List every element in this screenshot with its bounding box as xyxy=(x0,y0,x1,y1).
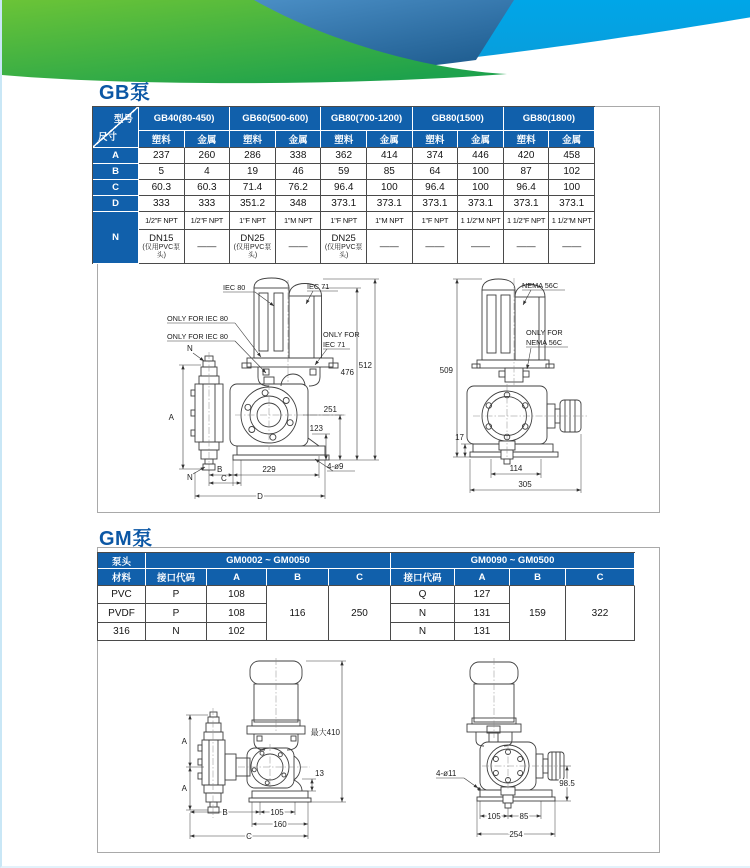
gb-group-header: GB80(700-1200) xyxy=(321,107,412,131)
gm-group-header: GM0090 ~ GM0500 xyxy=(391,553,635,569)
cell: 131 xyxy=(455,604,510,623)
merged-cell: 116 xyxy=(267,586,329,641)
dim-label-b: B xyxy=(217,465,223,474)
cell: 260 xyxy=(185,148,231,164)
gb-corner-cell xyxy=(93,107,139,148)
row-header: B xyxy=(93,164,139,180)
sub-header: 金属 xyxy=(458,131,504,148)
label-iec80: IEC 80 xyxy=(223,283,246,292)
cell: 1/2"F NPT xyxy=(139,212,185,230)
material-cell: PVDF xyxy=(98,604,146,623)
cell: 374 xyxy=(413,148,459,164)
row-header: A xyxy=(93,148,139,164)
cell: 373.1 xyxy=(413,196,459,212)
dim-label-max-height: 最大410 xyxy=(310,728,340,737)
cell: 333 xyxy=(139,196,185,212)
dim-label-d: D xyxy=(257,492,263,501)
cell: 1 1/2"M NPT xyxy=(458,212,504,230)
drawing-labels xyxy=(167,282,373,501)
cell: 1 1/2"M NPT xyxy=(549,212,595,230)
label-only-nema: ONLY FOR xyxy=(526,328,563,337)
label-only-nema: NEMA 56C xyxy=(526,338,563,347)
gm-corner-top: 泵头 xyxy=(98,553,146,569)
cell: 102 xyxy=(207,623,267,641)
cell: —— xyxy=(276,230,322,264)
cell: DN15 (仅用PVC泵头) xyxy=(139,230,185,264)
label-only-iec71: IEC 71 xyxy=(323,340,346,349)
dim-label-512: 512 xyxy=(358,361,372,370)
dim-label-229: 229 xyxy=(262,465,276,474)
merged-cell: 159 xyxy=(510,586,566,641)
cell: 19 xyxy=(230,164,276,180)
cell: —— xyxy=(185,230,231,264)
cell: 59 xyxy=(321,164,367,180)
row-header-n: N xyxy=(93,212,139,264)
cell: 373.1 xyxy=(549,196,595,212)
cell: N xyxy=(146,623,207,641)
dim-label-509: 509 xyxy=(439,366,453,375)
cell: N xyxy=(391,623,455,641)
cell: DN25 (仅用PVC泵头) xyxy=(321,230,367,264)
cell: 100 xyxy=(458,164,504,180)
cell: —— xyxy=(458,230,504,264)
gm-group-header: GM0002 ~ GM0050 xyxy=(146,553,391,569)
dim-label-251: 251 xyxy=(323,405,337,414)
cell: Q xyxy=(391,586,455,604)
col-header: C xyxy=(329,569,391,586)
gm-pump-drawing-front xyxy=(430,658,670,866)
dim-label-123: 123 xyxy=(309,424,323,433)
dim-label-476: 476 xyxy=(340,368,354,377)
sub-header: 金属 xyxy=(185,131,231,148)
dim-label-holes: 4-ø9 xyxy=(327,462,344,471)
dim-label-13: 13 xyxy=(315,769,324,778)
gb-dimensions-table xyxy=(92,106,595,264)
cell: DN25 (仅用PVC泵头) xyxy=(230,230,276,264)
label-n: N xyxy=(187,473,193,482)
row-header: D xyxy=(93,196,139,212)
sub-header: 金属 xyxy=(367,131,413,148)
gb-section-title: GB泵 xyxy=(99,82,151,104)
cell: 1"M NPT xyxy=(276,212,322,230)
cell: 100 xyxy=(458,180,504,196)
dim-label-160: 160 xyxy=(273,820,287,829)
cell: 373.1 xyxy=(458,196,504,212)
col-header: A xyxy=(455,569,510,586)
sub-header: 金属 xyxy=(276,131,322,148)
dimension-lines xyxy=(186,661,346,839)
cell: 131 xyxy=(455,623,510,641)
cell: 60.3 xyxy=(139,180,185,196)
cell: 458 xyxy=(549,148,595,164)
cell: 1"F NPT xyxy=(321,212,367,230)
cell: 286 xyxy=(230,148,276,164)
cell: 1"F NPT xyxy=(413,212,459,230)
cell: 5 xyxy=(139,164,185,180)
gm-dimensions-table xyxy=(97,552,635,641)
dim-label-105: 105 xyxy=(270,808,284,817)
dim-label-254: 254 xyxy=(509,830,523,839)
pump-outline xyxy=(191,278,338,470)
cell: 108 xyxy=(207,586,267,604)
dim-label-85: 85 xyxy=(519,812,529,821)
row-header: C xyxy=(93,180,139,196)
sub-header: 金属 xyxy=(549,131,595,148)
cell: 333 xyxy=(185,196,231,212)
col-header: B xyxy=(510,569,566,586)
col-header: A xyxy=(207,569,267,586)
cell: 338 xyxy=(276,148,322,164)
cell: 85 xyxy=(367,164,413,180)
label-only-iec80: ONLY FOR IEC 80 xyxy=(167,314,228,323)
cell: 108 xyxy=(207,604,267,623)
cell: 414 xyxy=(367,148,413,164)
cell: 1/2"F NPT xyxy=(185,212,231,230)
cell: 96.4 xyxy=(413,180,459,196)
gb-group-header: GB40(80-450) xyxy=(139,107,230,131)
cell: 1 1/2"F NPT xyxy=(504,212,550,230)
cell: 348 xyxy=(276,196,322,212)
label-iec71: IEC 71 xyxy=(307,282,330,291)
sub-header: 塑料 xyxy=(504,131,550,148)
cell: —— xyxy=(367,230,413,264)
dim-label-b: B xyxy=(222,808,228,817)
cell: 4 xyxy=(185,164,231,180)
centerlines xyxy=(213,658,310,818)
gm-section-title: GM泵 xyxy=(99,528,153,550)
gm-pump-drawing-side xyxy=(160,658,425,866)
sub-header: 塑料 xyxy=(413,131,459,148)
gb-group-header: GB60(500-600) xyxy=(230,107,321,131)
label-only-iec80: ONLY FOR IEC 80 xyxy=(167,332,228,341)
cell: —— xyxy=(504,230,550,264)
cell: 351.2 xyxy=(230,196,276,212)
merged-cell: 250 xyxy=(329,586,391,641)
col-header: C xyxy=(566,569,635,586)
corner-label-model: 型号 xyxy=(113,114,133,125)
cell: 102 xyxy=(549,164,595,180)
dim-label-holes: 4-ø11 xyxy=(436,769,457,778)
gb-pump-drawing-iec xyxy=(107,278,437,510)
gb-pump-drawing-nema xyxy=(427,278,662,510)
pump-outline xyxy=(198,661,311,813)
cell: 96.4 xyxy=(504,180,550,196)
cell: 1"F NPT xyxy=(230,212,276,230)
cell: 446 xyxy=(458,148,504,164)
cell: 127 xyxy=(455,586,510,604)
dim-label-985: 98.5 xyxy=(559,779,575,788)
gb-group-header: GB80(1500) xyxy=(413,107,504,131)
cell: 76.2 xyxy=(276,180,322,196)
corner-label-size: 尺寸 xyxy=(98,132,118,143)
col-header: 接口代码 xyxy=(391,569,455,586)
cell: 373.1 xyxy=(504,196,550,212)
merged-cell: 322 xyxy=(566,586,635,641)
cell: 100 xyxy=(367,180,413,196)
cell: 96.4 xyxy=(321,180,367,196)
dim-label-a: A xyxy=(181,784,187,793)
cell: —— xyxy=(413,230,459,264)
label-only-iec71: ONLY FOR xyxy=(323,330,360,339)
dim-label-305: 305 xyxy=(518,480,532,489)
pump-outline xyxy=(467,662,564,808)
dim-label-105: 105 xyxy=(487,812,501,821)
cell: 362 xyxy=(321,148,367,164)
col-header: 接口代码 xyxy=(146,569,207,586)
gm-corner-bottom: 材料 xyxy=(98,569,146,586)
cell: 420 xyxy=(504,148,550,164)
cell: —— xyxy=(549,230,595,264)
dim-label-c: C xyxy=(221,474,227,483)
cell: 373.1 xyxy=(367,196,413,212)
dim-label-c: C xyxy=(246,832,252,841)
label-n: N xyxy=(187,344,193,353)
material-cell: 316 xyxy=(98,623,146,641)
material-cell: PVC xyxy=(98,586,146,604)
dim-label-a: A xyxy=(181,737,187,746)
cell: 60.3 xyxy=(185,180,231,196)
cell: 1"M NPT xyxy=(367,212,413,230)
cell: P xyxy=(146,604,207,623)
gb-group-header: GB80(1800) xyxy=(504,107,595,131)
cell: 373.1 xyxy=(321,196,367,212)
cell: 64 xyxy=(413,164,459,180)
dim-label-a: A xyxy=(168,413,174,422)
cell: 100 xyxy=(549,180,595,196)
cell: 237 xyxy=(139,148,185,164)
pump-outline xyxy=(467,279,581,464)
cell: P xyxy=(146,586,207,604)
sub-header: 塑料 xyxy=(230,131,276,148)
cell: 46 xyxy=(276,164,322,180)
dim-label-114: 114 xyxy=(509,464,523,473)
dim-label-17: 17 xyxy=(455,433,464,442)
cell: 71.4 xyxy=(230,180,276,196)
sub-header: 塑料 xyxy=(321,131,367,148)
sub-header: 塑料 xyxy=(139,131,185,148)
cell: 87 xyxy=(504,164,550,180)
label-nema: NEMA 56C xyxy=(522,281,559,290)
col-header: B xyxy=(267,569,329,586)
cell: N xyxy=(391,604,455,623)
